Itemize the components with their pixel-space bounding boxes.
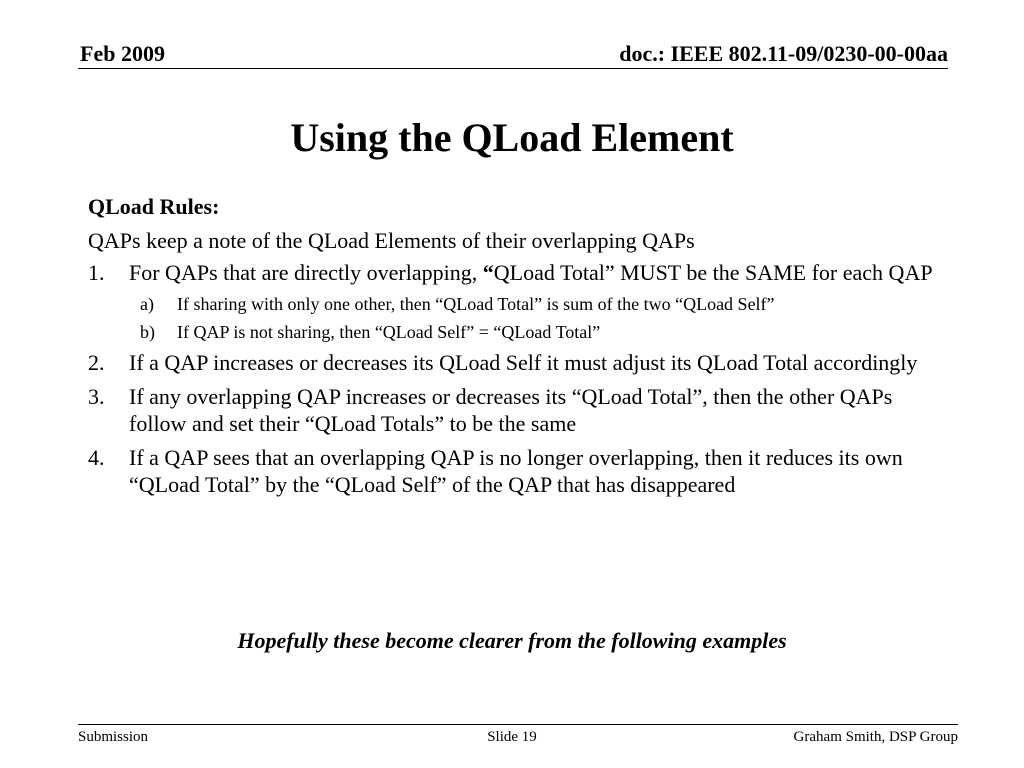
list-item-text-start: For QAPs that are directly overlapping, [129,260,483,285]
sub-list-item-letter: a) [140,294,154,314]
intro-text: QAPs keep a note of the QLoad Elements of their overlapping QAPs [88,228,695,253]
sub-list-item-letter: b) [140,322,155,342]
sub-list-item-text: If QAP is not sharing, then “QLoad Self” = “QLoad Total” [177,322,601,342]
header-doc-id: doc.: IEEE 802.11-09/0230-00-00aa [619,41,948,66]
list-item-text-end: QLoad Total” MUST be the SAME for each QAP [493,260,933,285]
footer-submission: Submission [78,729,149,745]
sub-list-item-a [88,293,948,315]
list-item-text: If a QAP sees that an overlapping QAP is no longer overlapping, then it reduces its own “QLoad Total” by the “QLoad Self” of the QAP that has disappeared [129,445,903,497]
list-item-4 [88,444,948,498]
list-item-number: 4. [88,445,105,470]
sub-list-item-b [88,321,948,343]
list-item-number: 2. [88,350,105,375]
rules-heading: QLoad Rules: [88,194,220,219]
list-item-number: 1. [88,260,105,285]
list-item-bold-quote: “ [482,260,494,285]
sub-list-item-text: If sharing with only one other, then “QLoad Total” is sum of the two “QLoad Self” [177,294,775,314]
closing-note: Hopefully these become clearer from the following examples [237,628,787,653]
list-item-text: If a QAP increases or decreases its QLoad Self it must adjust its QLoad Total accordingly [129,350,918,375]
header-date: Feb 2009 [80,41,165,66]
slide-title: Using the QLoad Element [290,115,734,160]
header-divider [78,68,948,69]
footer-author: Graham Smith, DSP Group [793,729,958,745]
list-item-1 [88,259,948,286]
footer-slide-number: Slide 19 [487,729,537,745]
list-item-2 [88,349,948,376]
slide-body [88,193,948,505]
list-item-text: If any overlapping QAP increases or decreases its “QLoad Total”, then the other QAPs follow and set their “QLoad Totals” to be the same [129,384,893,436]
footer-divider [78,724,958,725]
list-item-3 [88,383,948,437]
list-item-number: 3. [88,384,105,409]
